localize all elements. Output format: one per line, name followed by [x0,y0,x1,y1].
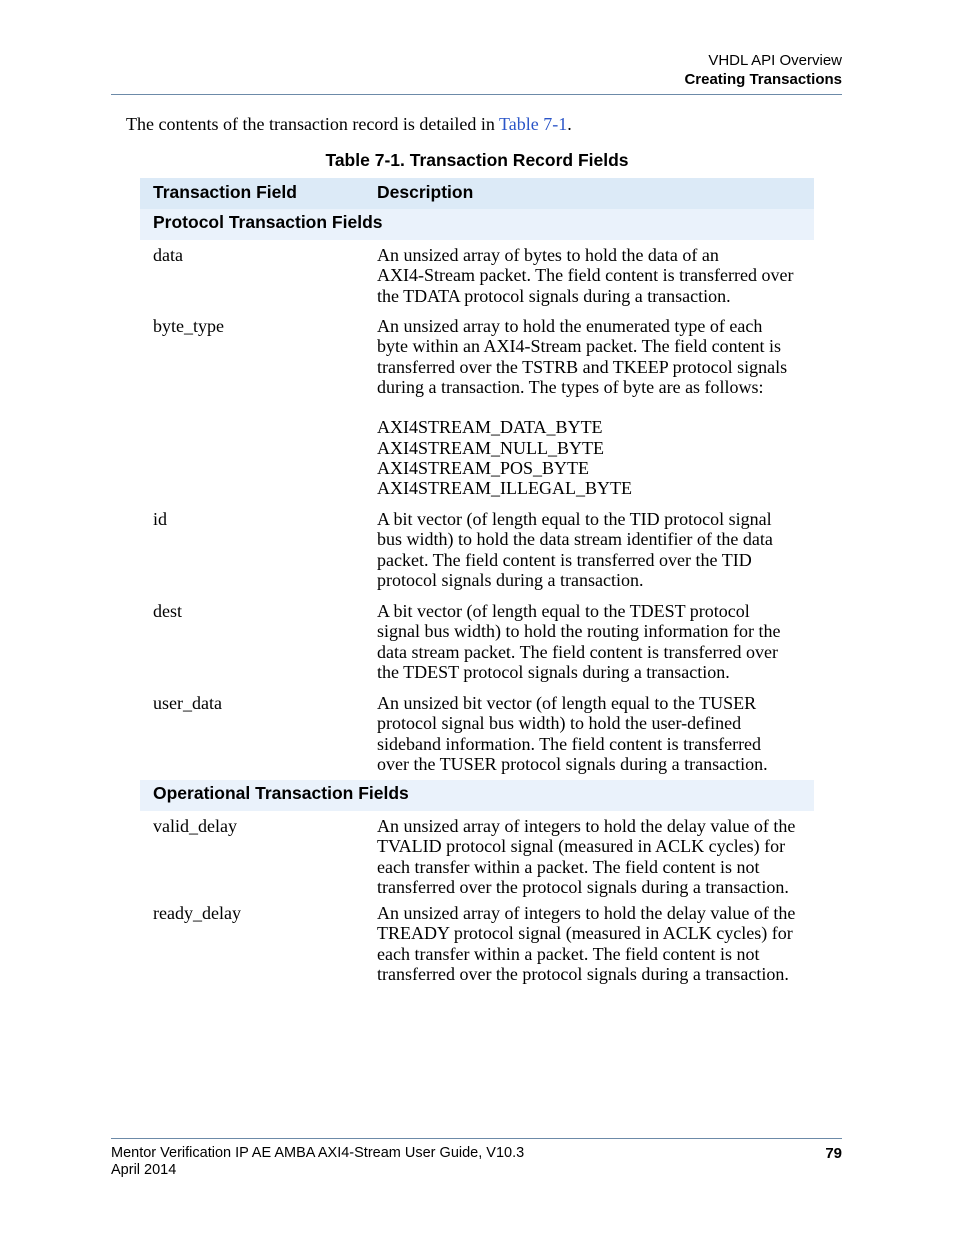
field-description: An unsized bit vector (of length equal to the TUSER protocol signal bus width) to hold the user-defined sideband information. The field content is transferred over the TUSER protocol signals during a transaction. [377,693,768,774]
footer-date: April 2014 [111,1162,177,1178]
page-number: 79 [825,1145,842,1162]
header-section: VHDL API Overview [708,52,842,69]
field-name: ready_delay [153,903,241,923]
table-row [140,509,814,601]
footer-rule [111,1138,842,1139]
field-name: byte_type [153,316,224,336]
section-title: Protocol Transaction Fields [153,212,383,232]
table-row [140,601,814,693]
footer [111,1145,524,1179]
field-name: user_data [153,693,222,713]
header-subsection: Creating Transactions [684,71,842,88]
intro-end: . [567,114,572,134]
intro-paragraph [126,113,572,135]
field-description: An unsized array to hold the enumerated type of each byte within an AXI4-Stream packet. The field content is transferred over the TSTRB and TKEEP protocol signals during a transaction. The types of byte are as follows: AXI4STREAM_DATA_BYTE AXI4STREAM_NULL_BYTE AXI4STREAM_POS_BYTE AXI4STREAM_ILLEGAL_BYTE [377,316,788,499]
table-link[interactable]: Table 7-1 [499,114,568,134]
transaction-record-table [140,178,814,995]
table-header-row [140,178,814,209]
table-row [140,316,814,509]
field-description: An unsized array of integers to hold the delay value of the TREADY protocol signal (measured in ACLK cycles) for each transfer within a packet. The field content is not transferred over the protocol signals during a transaction. [377,903,796,984]
field-name: valid_delay [153,816,237,836]
field-description: A bit vector (of length equal to the TID protocol signal bus width) to hold the data stream identifier of the data packet. The field content is transferred over the TID protocol signals during a transaction. [377,509,773,590]
intro-text: The contents of the transaction record is detailed in [126,114,500,134]
section-row-protocol [140,209,814,240]
section-row-operational [140,780,814,811]
column-header-field: Transaction Field [153,182,297,202]
header-rule [111,94,842,95]
table-caption: Table 7-1. Transaction Record Fields [325,150,629,170]
field-description: An unsized array of bytes to hold the data of an AXI4-Stream packet. The field content is transferred over the TDATA protocol signals during a transaction. [377,245,794,306]
field-description: A bit vector (of length equal to the TDEST protocol signal bus width) to hold the routing information for the data stream packet. The field content is transferred over the TDEST protocol signals during a transaction. [377,601,781,682]
column-header-description: Description [377,182,474,202]
table-row [140,811,814,903]
field-name: id [153,509,168,529]
table-row [140,903,814,995]
table-row [140,240,814,316]
table-row [140,693,814,780]
footer-title: Mentor Verification IP AE AMBA AXI4-Stream User Guide, V10.3 [111,1145,525,1161]
field-description: An unsized array of integers to hold the delay value of the TVALID protocol signal (measured in ACLK cycles) for each transfer within a packet. The field content is not transferred over the protocol signals during a transaction. [377,816,796,897]
field-name: dest [153,601,182,621]
field-name: data [153,245,183,265]
running-header [684,51,842,89]
section-title: Operational Transaction Fields [153,783,409,803]
